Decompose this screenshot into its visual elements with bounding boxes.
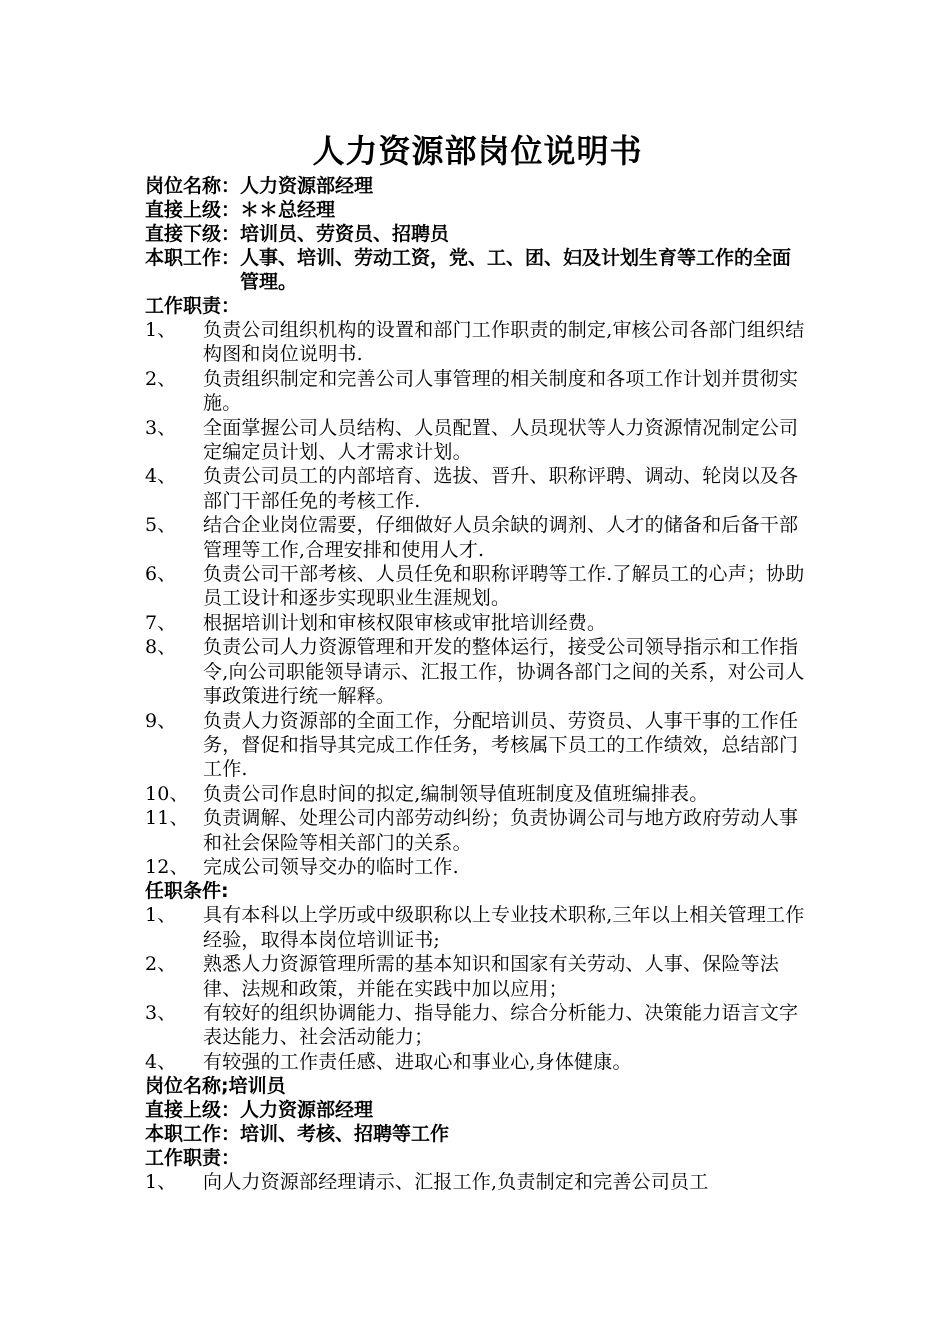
item-text: 负责公司干部考核、人员任免和职称评聘等工作.了解员工的心声；协助员工设计和逐步实现职业生涯规划。 [203,563,805,610]
field-label: 直接上级： [145,199,241,221]
item-text: 负责公司组织机构的设置和部门工作职责的制定,审核公司各部门组织结构图和岗位说明书. [203,319,805,366]
item-number: 12、 [145,855,189,878]
list-item [145,806,810,855]
item-number: 8、 [145,636,177,659]
trainer-position-field [145,1074,810,1098]
item-text: 有较好的组织协调能力、指导能力、综合分析能力、决策能力语言文字表达能力、社会活动能力； [203,1001,799,1049]
item-number: 1、 [145,319,177,341]
direct-subordinates-field [145,222,810,246]
requirements-heading: 任职条件: [145,880,229,903]
direct-superior-field [145,198,810,222]
item-text: 结合企业岗位需要，仔细做好人员余缺的调剂、人才的储备和后备干部管理等工作,合理安排和使用人才. [203,514,799,561]
list-item [145,903,810,952]
item-text: 全面掌握公司人员结构、人员配置、人员现状等人力资源情况制定公司定编定员计划、人才需求计划。 [203,416,799,464]
item-text: 负责调解、处理公司内部劳动纠纷；负责协调公司与地方政府劳动人事和社会保险等相关部门的关系。 [203,807,799,854]
item-number: 3、 [145,416,177,439]
field-label: 直接下级： [145,223,241,245]
field-label: 本职工作： [145,247,241,269]
field-value: ＊＊总经理 [240,199,336,221]
list-item [145,1050,810,1074]
item-number: 2、 [145,367,177,390]
document-title: 人力资源部岗位说明书 [312,132,643,170]
field-value: 培训员 [228,1075,286,1098]
item-text: 负责组织制定和完善公司人事管理的相关制度和各项工作计划并贯彻实施。 [203,367,799,415]
field-value: 人力资源部经理 [240,175,374,197]
position-name-field [145,174,810,198]
trainer-superior-field [145,1098,810,1122]
item-number: 6、 [145,563,177,586]
item-number: 2、 [145,953,177,976]
item-text: 负责公司人力资源管理和开发的整体运行，接受公司领导指示和工作指令,向公司职能领导请示、汇报工作，协调各部门之间的关系，对公司人事政策进行统一解释。 [203,636,805,708]
field-value: 培训、考核、招聘等工作 [240,1123,450,1146]
list-item [145,367,810,416]
list-item [145,709,810,782]
field-label: 本职工作： [145,1123,241,1146]
field-label: 岗位名称： [145,175,241,197]
field-value: 培训员、劳资员、招聘员 [240,223,450,245]
field-value: 人事、培训、劳动工资，党、工、团、妇及计划生育等工作的全面管理。 [240,247,792,293]
item-text: 负责公司员工的内部培育、选拔、晋升、职称评聘、调动、轮岗以及各部门干部任免的考核工作. [203,465,799,512]
item-number: 11、 [145,807,189,830]
item-number: 1、 [145,904,177,927]
item-number: 3、 [145,1001,177,1024]
requirements-list [145,903,810,1074]
item-number: 9、 [145,709,177,732]
item-number: 10、 [145,782,189,805]
field-value: 人力资源部经理 [240,1099,374,1122]
duties-list [145,318,810,879]
list-item [145,416,810,465]
list-item [145,562,810,611]
item-text: 向人力资源部经理请示、汇报工作,负责制定和完善公司员工 [203,1171,709,1194]
trainer-duties-list [145,1170,810,1194]
item-text: 熟悉人力资源管理所需的基本知识和国家有关劳动、人事、保险等法律、法规和政策，并能在实践中加以应用； [203,953,780,1000]
list-item [145,1001,810,1050]
item-text: 根据培训计划和审核权限审核或审批培训经费。 [203,611,607,634]
trainer-work-field [145,1122,810,1146]
list-item [145,855,810,879]
field-label: 直接上级： [145,1099,241,1122]
list-item [145,513,810,562]
list-item [145,611,810,635]
item-text: 负责公司作息时间的拟定,编制领导值班制度及值班编排表。 [203,782,709,805]
list-item [145,635,810,708]
item-text: 负责人力资源部的全面工作，分配培训员、劳资员、人事干事的工作任务，督促和指导其完成工作任务，考核属下员工的工作绩效，总结部门工作. [203,709,799,781]
list-item [145,464,810,513]
list-item [145,1170,810,1194]
document-page [145,128,810,1195]
list-item [145,782,810,806]
list-item [145,318,810,367]
main-work-field [145,246,810,294]
item-text: 具有本科以上学历或中级职称以上专业技术职称,三年以上相关管理工作经验，取得本岗位培训证书; [203,904,805,951]
duties-heading: 工作职责： [145,295,241,317]
item-text: 完成公司领导交办的临时工作. [203,855,459,878]
trainer-duties-heading: 工作职责： [145,1147,241,1170]
list-item [145,952,810,1001]
item-number: 1、 [145,1171,177,1194]
item-number: 7、 [145,611,177,634]
item-text: 有较强的工作责任感、进取心和事业心,身体健康。 [203,1050,632,1073]
item-number: 4、 [145,465,177,488]
item-number: 5、 [145,514,177,537]
field-label: 岗位名称; [145,1075,229,1098]
item-number: 4、 [145,1050,177,1073]
